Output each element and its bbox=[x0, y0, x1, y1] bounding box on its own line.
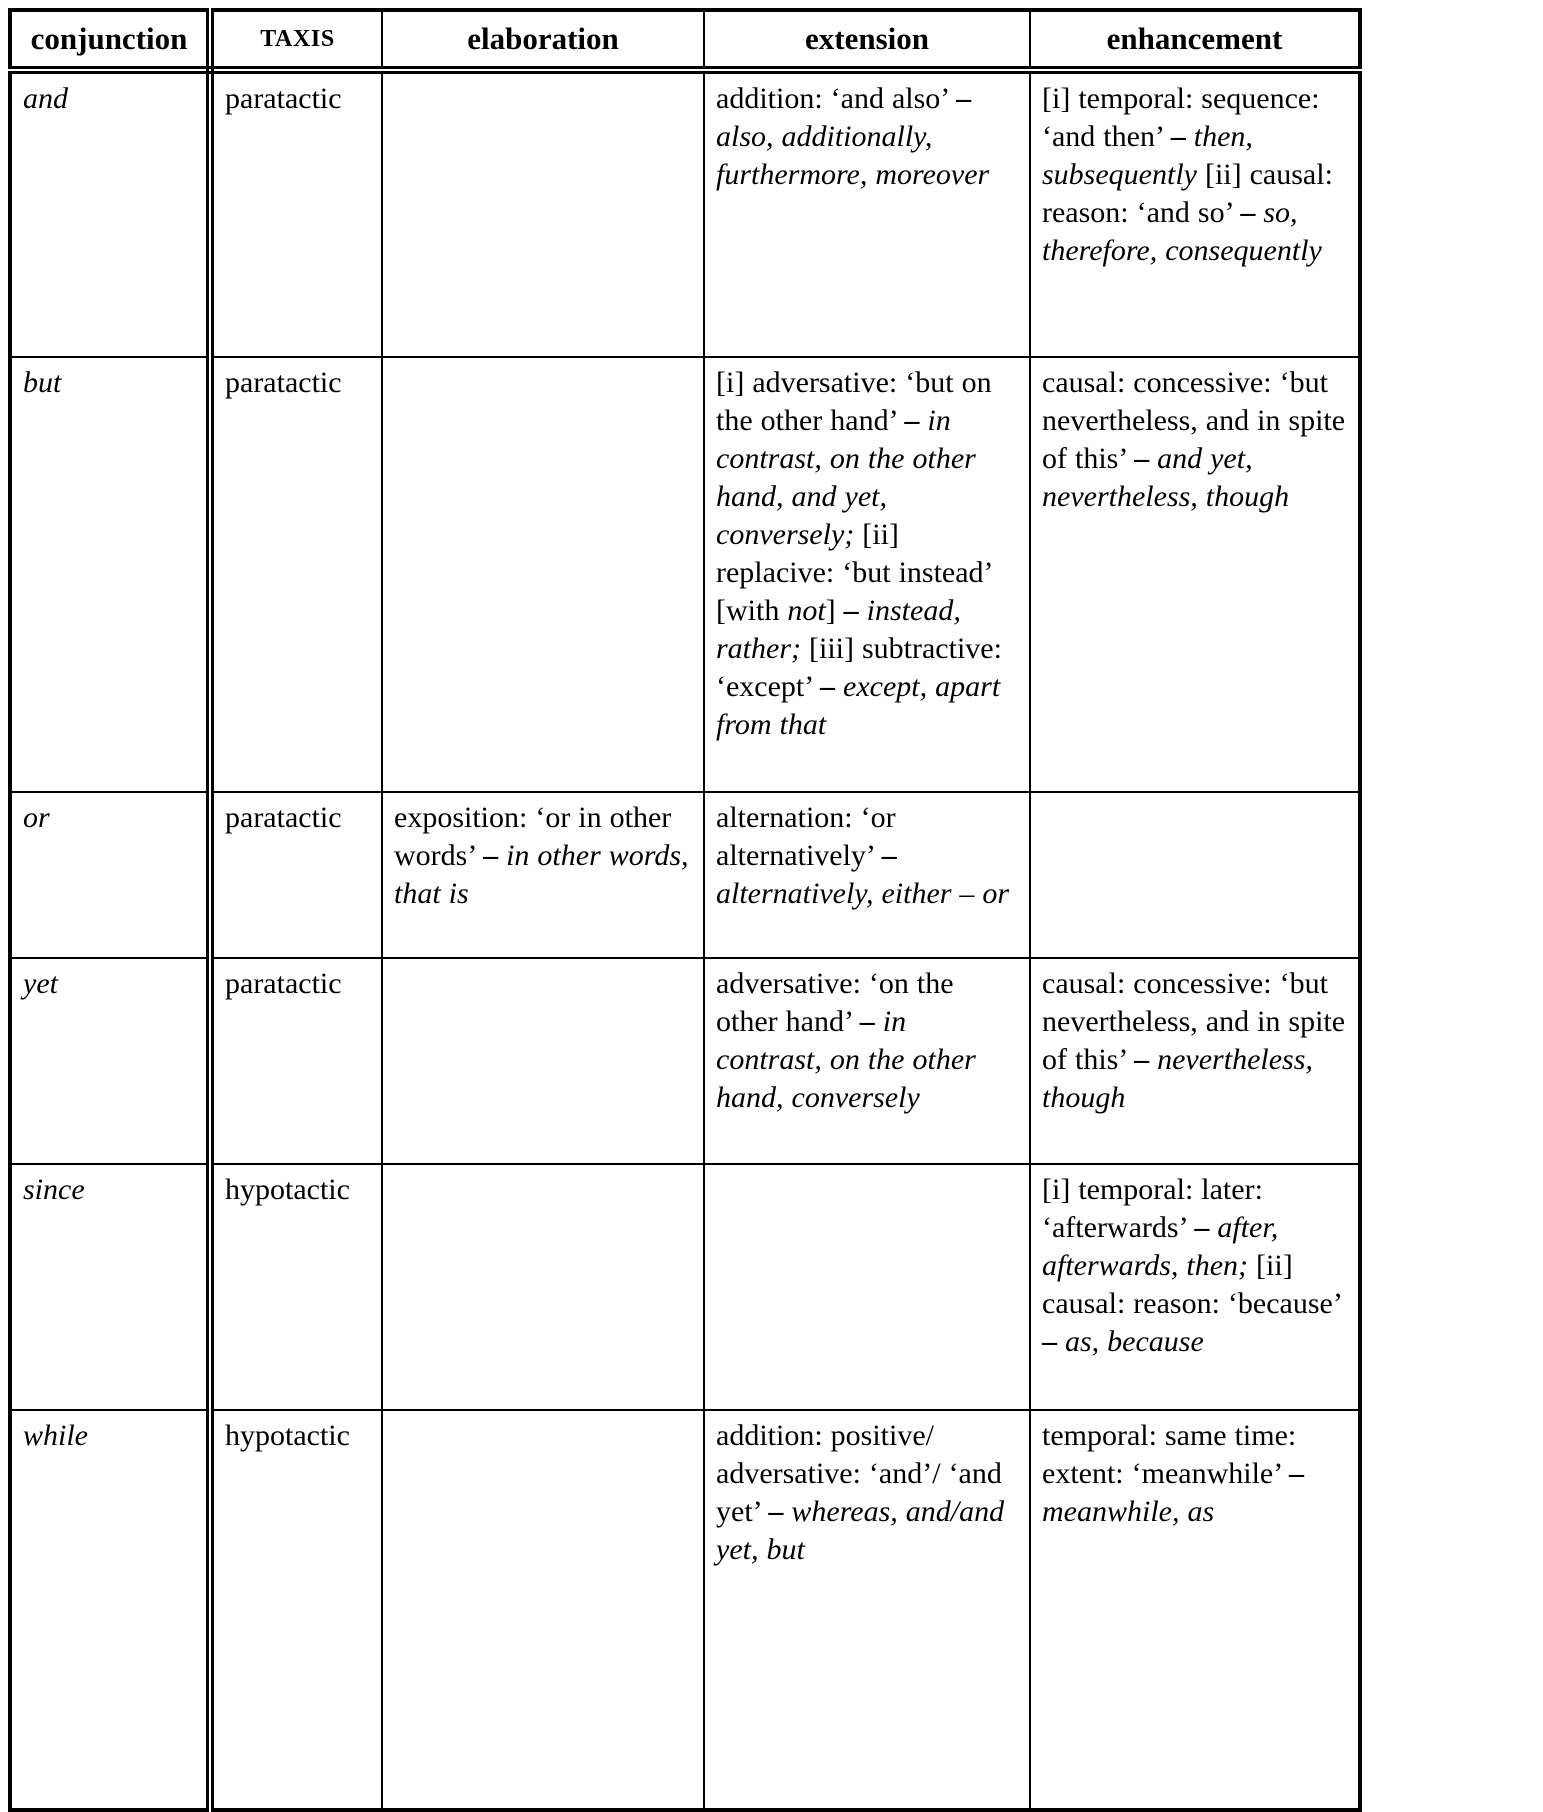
text-segment: causal: concessive: ‘but nevertheless, and in spite of this’ bbox=[1042, 967, 1346, 1076]
cell-taxis: paratactic bbox=[210, 958, 382, 1164]
text-segment: [iii] subtractive: ‘except’ bbox=[716, 632, 1002, 703]
text-segment: [i] adversative: ‘but on the other hand’ bbox=[716, 366, 992, 437]
text-segment: [ii] replacive: ‘but instead’ [with bbox=[716, 518, 992, 627]
text-segment: – bbox=[1194, 1211, 1210, 1244]
text-segment: exposition: ‘or in other words’ bbox=[394, 801, 672, 872]
cell-enhancement bbox=[1030, 70, 1360, 357]
text-segment: in other words, that is bbox=[394, 839, 689, 910]
cell-conjunction: since bbox=[10, 1164, 210, 1410]
cell-elaboration bbox=[382, 357, 704, 792]
text-segment: – bbox=[820, 670, 836, 703]
column-header-conjunction: conjunction bbox=[10, 10, 210, 70]
text-segment: – bbox=[956, 82, 972, 115]
cell-conjunction: while bbox=[10, 1410, 210, 1810]
text-segment: [ii] causal: reason: ‘and so’ bbox=[1042, 158, 1333, 229]
table-row-since bbox=[10, 1164, 1360, 1410]
text-segment: [i] temporal: later: ‘afterwards’ bbox=[1042, 1173, 1263, 1244]
column-header-extension: extension bbox=[704, 10, 1030, 70]
table-row-while bbox=[10, 1410, 1360, 1810]
cell-extension bbox=[704, 1410, 1030, 1810]
text-segment: also, additionally, furthermore, moreover bbox=[716, 120, 990, 191]
text-segment: after, afterwards, then; bbox=[1042, 1211, 1279, 1282]
cell-elaboration bbox=[382, 70, 704, 357]
cell-enhancement bbox=[1030, 792, 1360, 958]
text-segment: – bbox=[1240, 196, 1256, 229]
cell-extension bbox=[704, 958, 1030, 1164]
conjunction-table bbox=[8, 8, 1362, 1812]
text-segment: – bbox=[1134, 1043, 1150, 1076]
cell-extension bbox=[704, 70, 1030, 357]
table-row-yet bbox=[10, 958, 1360, 1164]
text-segment: instead, rather; bbox=[716, 594, 961, 665]
cell-conjunction: but bbox=[10, 357, 210, 792]
text-segment: [i] temporal: sequence: ‘and then’ bbox=[1042, 82, 1320, 153]
table-row-and bbox=[10, 70, 1360, 357]
cell-taxis: hypotactic bbox=[210, 1410, 382, 1810]
table-body bbox=[10, 70, 1360, 1810]
cell-extension bbox=[704, 792, 1030, 958]
cell-taxis: paratactic bbox=[210, 792, 382, 958]
text-segment: alternation: ‘or alternatively’ bbox=[716, 801, 896, 872]
cell-enhancement bbox=[1030, 357, 1360, 792]
cell-taxis: hypotactic bbox=[210, 1164, 382, 1410]
text-segment: in contrast, on the other hand, conversely bbox=[716, 1005, 976, 1114]
column-header-elaboration: elaboration bbox=[382, 10, 704, 70]
text-segment: and yet, nevertheless, though bbox=[1042, 442, 1290, 513]
column-header-taxis: TAXIS bbox=[210, 10, 382, 70]
cell-enhancement bbox=[1030, 958, 1360, 1164]
cell-elaboration bbox=[382, 958, 704, 1164]
text-segment: nevertheless, though bbox=[1042, 1043, 1313, 1114]
text-segment: – bbox=[843, 594, 859, 627]
text-segment: temporal: same time: extent: ‘meanwhile’ bbox=[1042, 1419, 1297, 1490]
text-segment: in contrast, on the other hand, and yet, conversely; bbox=[716, 404, 976, 551]
text-segment: so, therefore, consequently bbox=[1042, 196, 1322, 267]
text-segment: – bbox=[904, 404, 920, 437]
cell-conjunction: yet bbox=[10, 958, 210, 1164]
text-segment: whereas, and/and yet, but bbox=[716, 1495, 1005, 1566]
text-segment: meanwhile, as bbox=[1042, 1495, 1215, 1528]
text-segment: – bbox=[1289, 1457, 1305, 1490]
text-segment: not bbox=[787, 594, 826, 627]
text-segment: – bbox=[1170, 120, 1186, 153]
text-segment: causal: concessive: ‘but nevertheless, and in spite of this’ bbox=[1042, 366, 1346, 475]
text-segment: – bbox=[859, 1005, 875, 1038]
cell-enhancement bbox=[1030, 1164, 1360, 1410]
column-header-enhancement: enhancement bbox=[1030, 10, 1360, 70]
text-segment: – bbox=[768, 1495, 784, 1528]
text-segment: adversative: ‘on the other hand’ bbox=[716, 967, 954, 1038]
text-segment: – bbox=[1042, 1325, 1057, 1358]
cell-elaboration bbox=[382, 1164, 704, 1410]
text-segment: addition: ‘and also’ bbox=[716, 82, 957, 115]
cell-elaboration bbox=[382, 1410, 704, 1810]
text-segment: then, subsequently bbox=[1042, 120, 1253, 191]
table-row-but bbox=[10, 357, 1360, 792]
cell-conjunction: or bbox=[10, 792, 210, 958]
text-segment: addition: positive/ adversative: ‘and’/ ‘and yet’ bbox=[716, 1419, 1002, 1528]
header-row bbox=[10, 10, 1360, 70]
text-segment: – bbox=[1134, 442, 1150, 475]
text-segment: [ii] causal: reason: ‘because’ bbox=[1042, 1249, 1341, 1320]
text-segment: ] bbox=[825, 594, 844, 627]
cell-taxis: paratactic bbox=[210, 357, 382, 792]
text-segment: – bbox=[483, 839, 499, 872]
table-row-or bbox=[10, 792, 1360, 958]
cell-extension bbox=[704, 1164, 1030, 1410]
cell-taxis: paratactic bbox=[210, 70, 382, 357]
text-segment: alternatively, either – or bbox=[716, 877, 1010, 910]
text-segment: except, apart from that bbox=[716, 670, 1001, 741]
text-segment: – bbox=[881, 839, 897, 872]
text-segment: as, because bbox=[1057, 1325, 1204, 1358]
cell-extension bbox=[704, 357, 1030, 792]
cell-conjunction: and bbox=[10, 70, 210, 357]
cell-enhancement bbox=[1030, 1410, 1360, 1810]
cell-elaboration bbox=[382, 792, 704, 958]
